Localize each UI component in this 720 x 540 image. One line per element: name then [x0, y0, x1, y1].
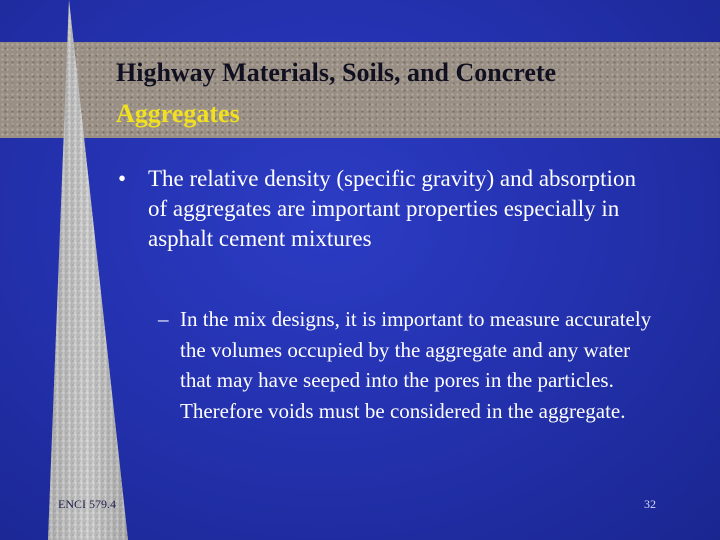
- sub-bullet-marker: –: [158, 307, 169, 331]
- bullet-text: The relative density (specific gravity) and absorption of aggregates are important properties especially in asphalt cement mixtures: [148, 166, 636, 251]
- slide-title: Highway Materials, Soils, and Concrete: [116, 58, 557, 87]
- bullet-item: [118, 164, 638, 254]
- footer-course-code: ENCI 579.4: [58, 497, 116, 511]
- sub-bullet-text: In the mix designs, it is important to measure accurately the volumes occupied by the aggregate and any water that may have seeped into the pores in the particles. Therefore voids must be considered in the aggregate.: [180, 307, 652, 423]
- sub-bullet-item: [158, 304, 658, 426]
- bullet-marker: •: [118, 166, 127, 191]
- slide-number: 32: [644, 497, 656, 511]
- slide-subtitle: Aggregates: [116, 99, 240, 128]
